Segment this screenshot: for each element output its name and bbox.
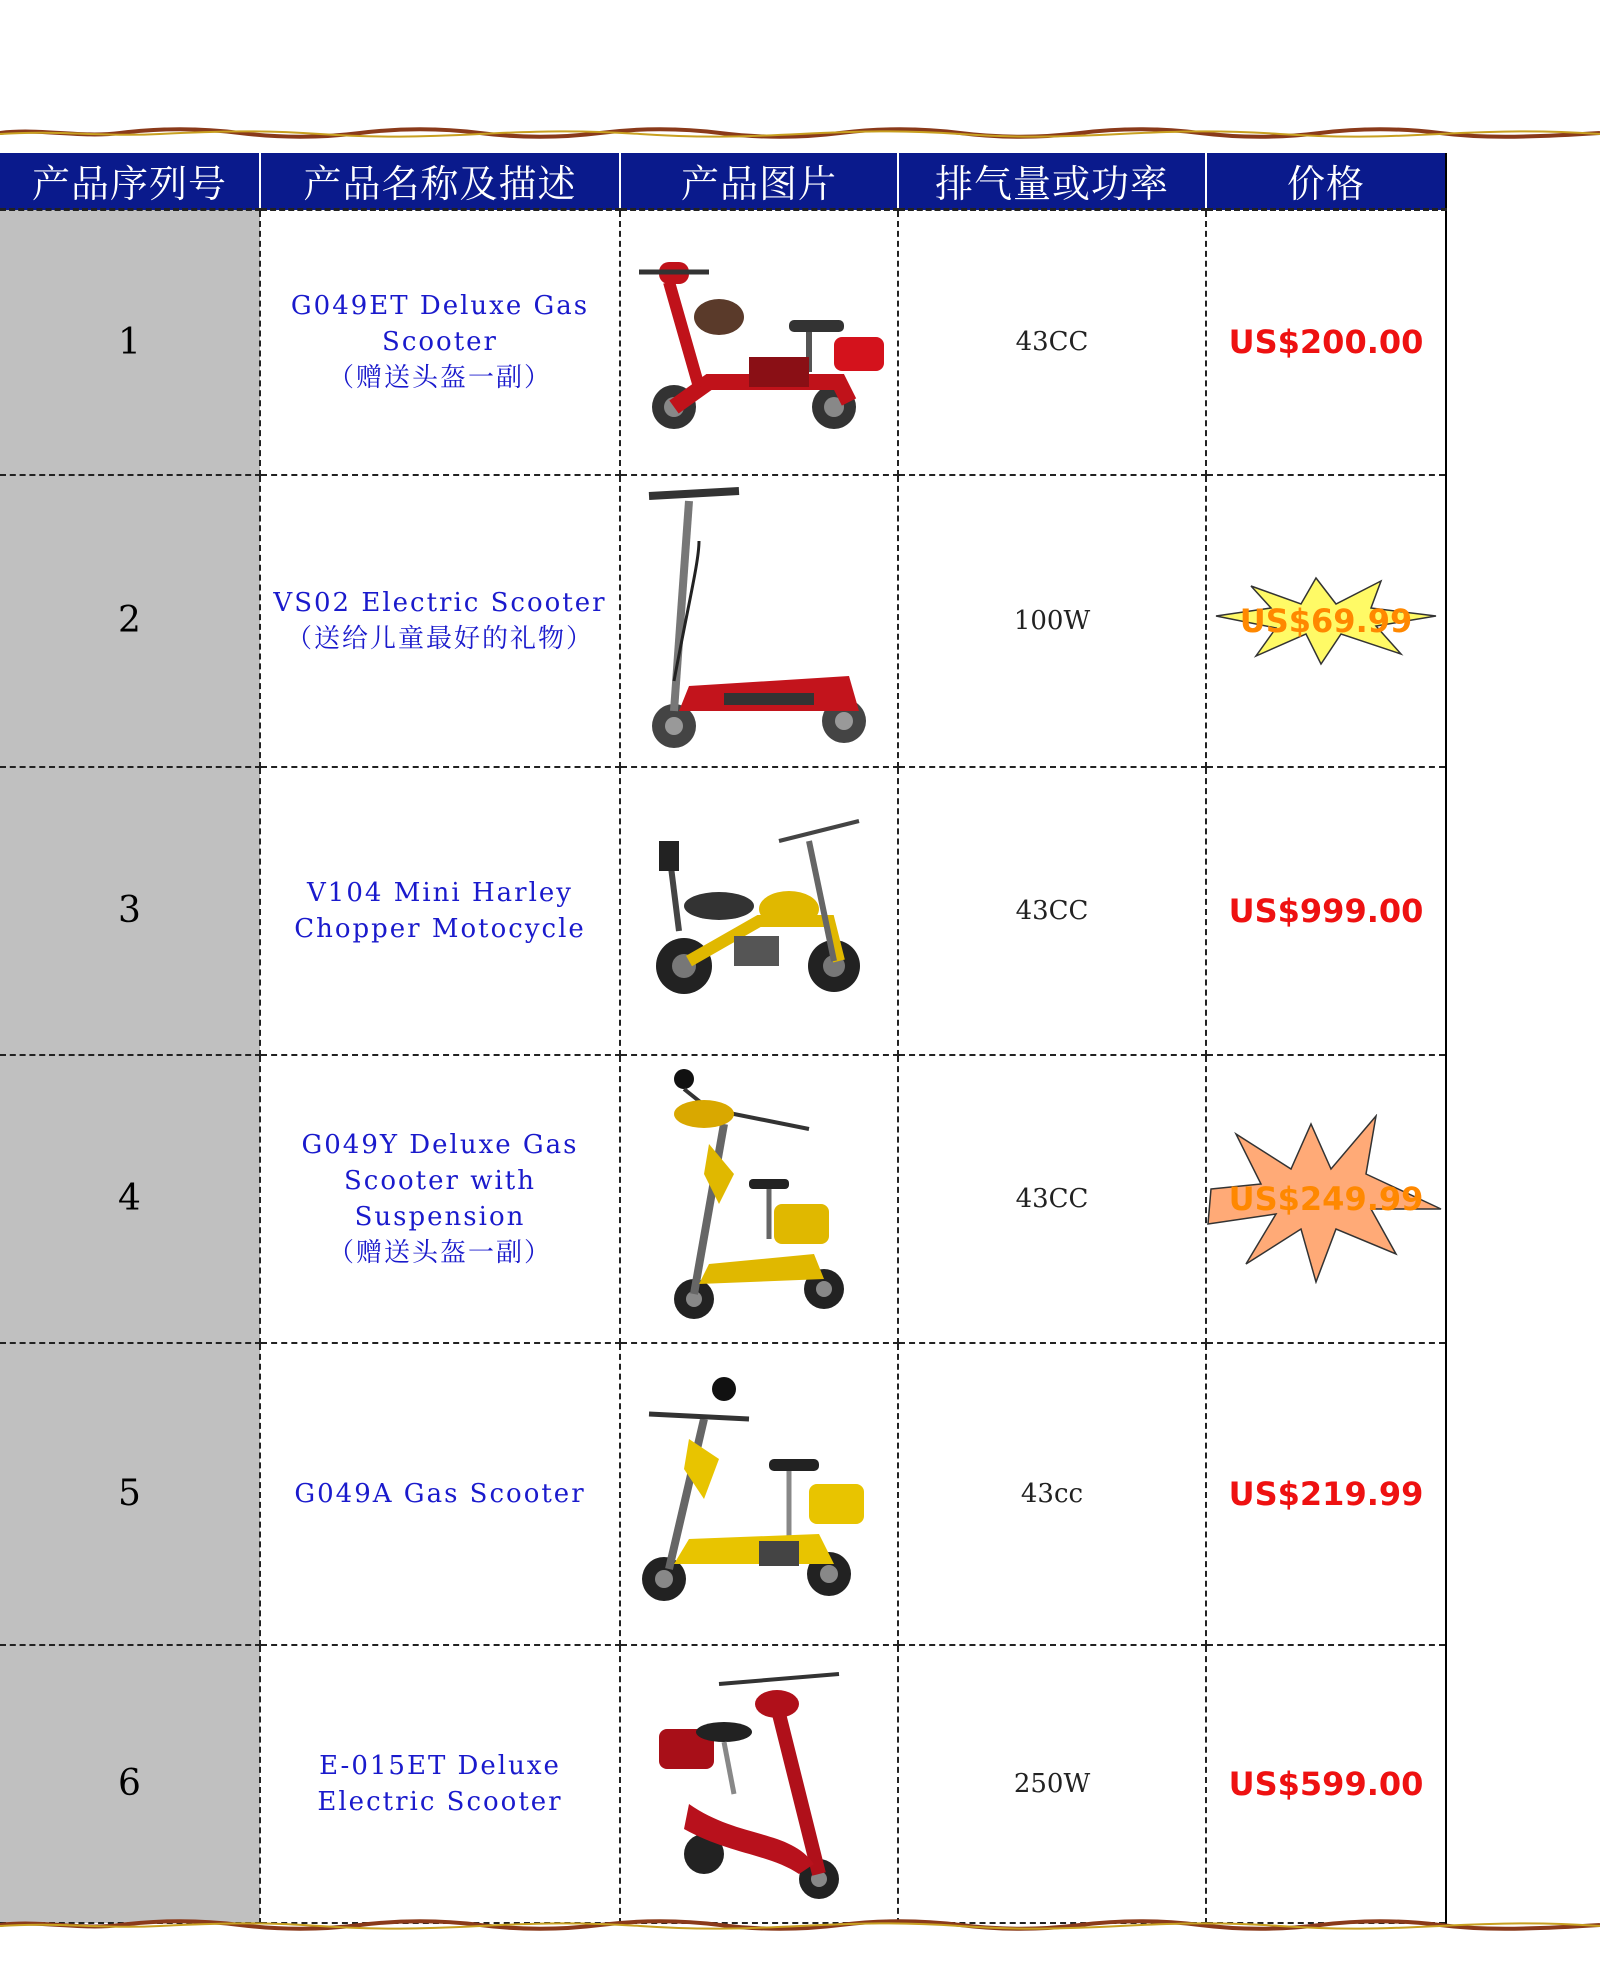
row-index: 4	[0, 1055, 260, 1343]
product-power: 43cc	[898, 1343, 1206, 1645]
table-row	[0, 475, 1446, 767]
product-power: 100W	[898, 475, 1206, 767]
product-price: US$219.99	[1206, 1343, 1446, 1645]
product-name-cn: （赠送头盔一副）	[327, 363, 552, 394]
product-name-cn: （赠送头盔一副）	[327, 1237, 552, 1268]
product-image	[620, 1055, 898, 1343]
header-index: 产品序列号	[0, 153, 260, 210]
row-index: 3	[0, 767, 260, 1055]
product-power: 43CC	[898, 767, 1206, 1055]
table-row	[0, 1055, 1446, 1343]
red-deluxe-electric-scooter-icon	[649, 1654, 869, 1914]
red-electric-kick-scooter-icon	[629, 481, 889, 761]
product-name-en: V104 Mini Harley Chopper Motocycle	[294, 877, 586, 944]
product-table	[0, 153, 1447, 1924]
product-image	[620, 210, 898, 475]
product-name	[260, 767, 620, 1055]
product-name	[260, 210, 620, 475]
product-name-en: E-015ET Deluxe Electric Scooter	[317, 1750, 563, 1817]
product-name-en: G049A Gas Scooter	[294, 1478, 586, 1509]
product-price	[1206, 1055, 1446, 1343]
header-name: 产品名称及描述	[260, 153, 620, 210]
product-image	[620, 767, 898, 1055]
product-name	[260, 1055, 620, 1343]
yellow-mini-chopper-icon	[639, 811, 879, 1011]
product-name-en: VS02 Electric Scooter	[273, 587, 607, 618]
product-price: US$999.00	[1206, 767, 1446, 1055]
decorative-rope-bottom	[0, 1918, 1600, 1932]
product-power: 43CC	[898, 210, 1206, 475]
row-index: 1	[0, 210, 260, 475]
header-image: 产品图片	[620, 153, 898, 210]
table-row	[0, 210, 1446, 475]
product-name-cn: （送给儿童最好的礼物）	[285, 623, 594, 654]
decorative-rope-top	[0, 126, 1600, 140]
product-image	[620, 475, 898, 767]
product-name	[260, 1645, 620, 1923]
product-price-text: US$249.99	[1228, 1179, 1424, 1218]
product-name-en: G049ET Deluxe Gas Scooter	[290, 291, 590, 358]
product-name-en: G049Y Deluxe Gas Scooter with Suspension	[301, 1129, 579, 1232]
product-image	[620, 1645, 898, 1923]
product-name	[260, 1343, 620, 1645]
header-price: 价格	[1206, 153, 1446, 210]
table-row	[0, 767, 1446, 1055]
yellow-seated-scooter-icon	[629, 1369, 889, 1619]
promo-burst	[1240, 602, 1413, 640]
product-image	[620, 1343, 898, 1645]
promo-burst	[1229, 1180, 1424, 1218]
product-power: 250W	[898, 1645, 1206, 1923]
product-name	[260, 475, 620, 767]
row-index: 5	[0, 1343, 260, 1645]
table-header-row	[0, 153, 1446, 210]
product-price-text: US$69.99	[1239, 601, 1413, 640]
product-price: US$599.00	[1206, 1645, 1446, 1923]
row-index: 6	[0, 1645, 260, 1923]
table-row	[0, 1645, 1446, 1923]
product-power: 43CC	[898, 1055, 1206, 1343]
red-gas-scooter-icon	[629, 242, 889, 442]
product-price: US$200.00	[1206, 210, 1446, 475]
header-power: 排气量或功率	[898, 153, 1206, 210]
yellow-gas-scooter-icon	[649, 1064, 869, 1334]
product-price	[1206, 475, 1446, 767]
table-row	[0, 1343, 1446, 1645]
row-index: 2	[0, 475, 260, 767]
